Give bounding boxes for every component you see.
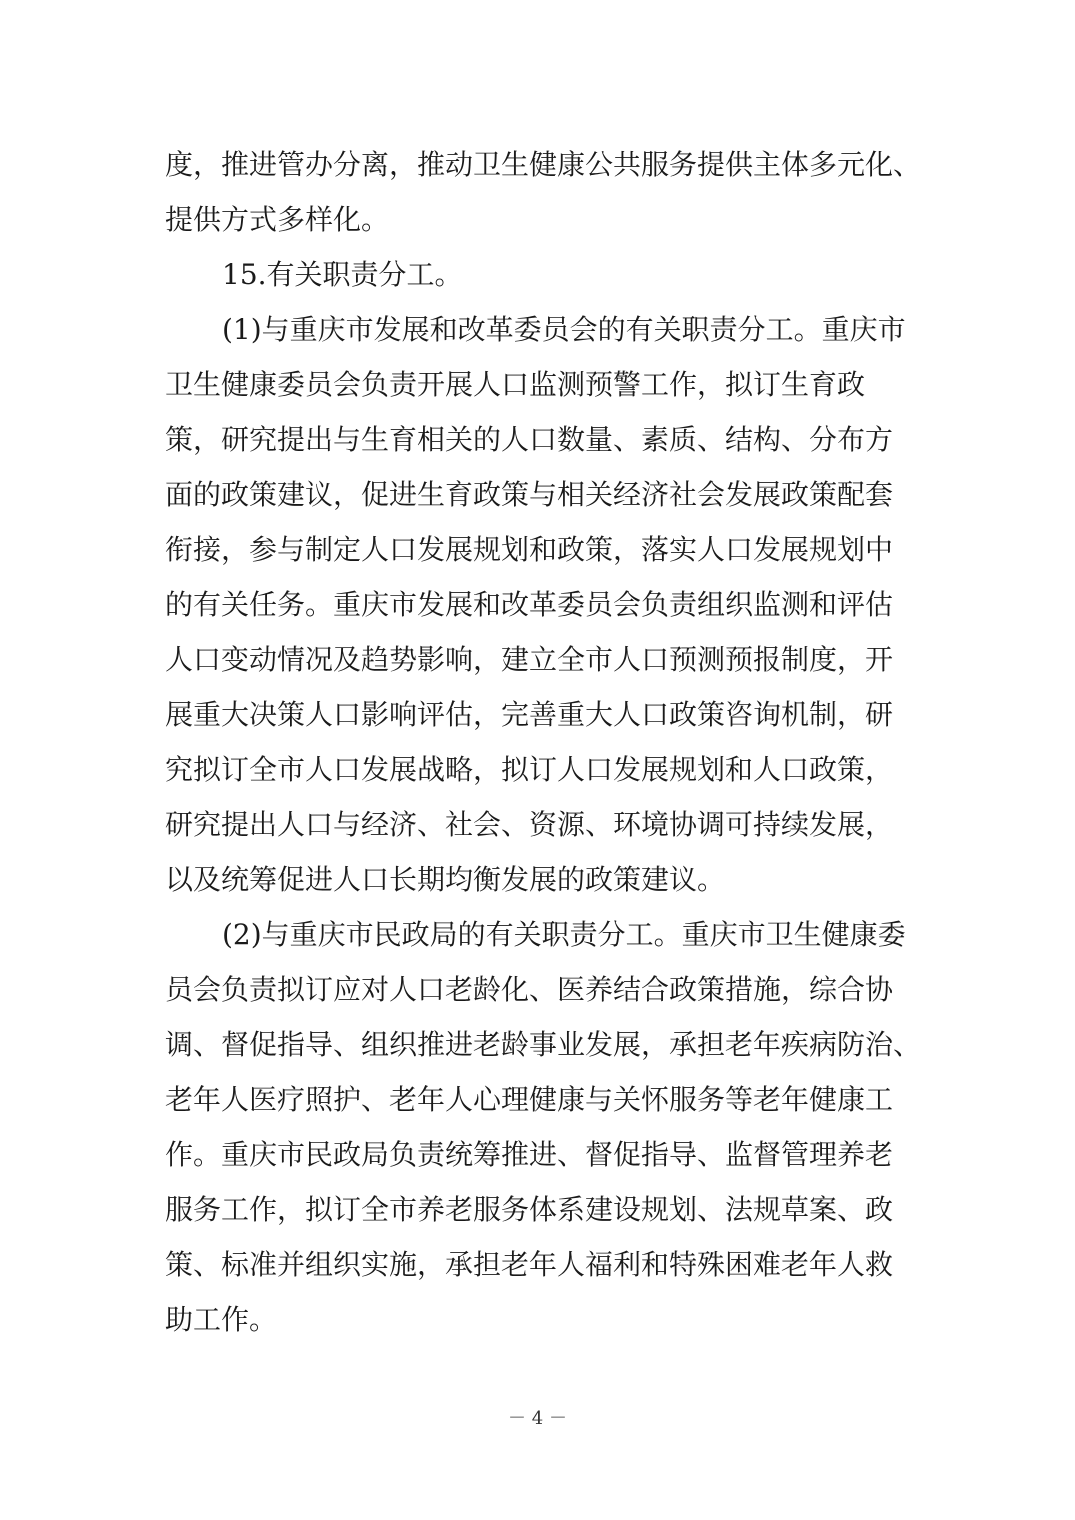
section-heading: 15.有关职责分工。 <box>222 258 463 291</box>
text-line: 衔接，参与制定人口发展规划和政策，落实人口发展规划中 <box>165 533 894 566</box>
text-line: 度，推进管办分离，推动卫生健康公共服务提供主体多元化、 <box>165 148 922 181</box>
text-line: 助工作。 <box>165 1303 278 1336</box>
text-line: 提供方式多样化。 <box>165 203 390 236</box>
paragraph-start: (2)与重庆市民政局的有关职责分工。重庆市卫生健康委 <box>222 918 906 951</box>
paragraph-start: (1)与重庆市发展和改革委员会的有关职责分工。重庆市 <box>222 313 906 346</box>
text-line: 究拟订全市人口发展战略，拟订人口发展规划和人口政策， <box>165 753 894 786</box>
text-line: 作。重庆市民政局负责统筹推进、督促指导、监督管理养老 <box>165 1138 894 1171</box>
text-line: 研究提出人口与经济、社会、资源、环境协调可持续发展， <box>165 808 894 841</box>
text-line: 老年人医疗照护、老年人心理健康与关怀服务等老年健康工 <box>165 1083 894 1116</box>
text-line: 人口变动情况及趋势影响，建立全市人口预测预报制度，开 <box>165 643 894 676</box>
text-line: 展重大决策人口影响评估，完善重大人口政策咨询机制，研 <box>165 698 894 731</box>
page-number: － 4 － <box>508 1408 567 1429</box>
text-line: 员会负责拟订应对人口老龄化、医养结合政策措施，综合协 <box>165 973 894 1006</box>
text-line: 面的政策建议，促进生育政策与相关经济社会发展政策配套 <box>165 478 894 511</box>
text-line: 的有关任务。重庆市发展和改革委员会负责组织监测和评估 <box>165 588 894 621</box>
text-line: 服务工作，拟订全市养老服务体系建设规划、法规草案、政 <box>165 1193 894 1226</box>
text-line: 卫生健康委员会负责开展人口监测预警工作，拟订生育政 <box>165 368 866 401</box>
text-line: 策，研究提出与生育相关的人口数量、素质、结构、分布方 <box>165 423 894 456</box>
text-line: 调、督促指导、组织推进老龄事业发展，承担老年疾病防治、 <box>165 1028 922 1061</box>
text-line: 以及统筹促进人口长期均衡发展的政策建议。 <box>165 863 726 896</box>
text-line: 策、标准并组织实施，承担老年人福利和特殊困难老年人救 <box>165 1248 894 1281</box>
